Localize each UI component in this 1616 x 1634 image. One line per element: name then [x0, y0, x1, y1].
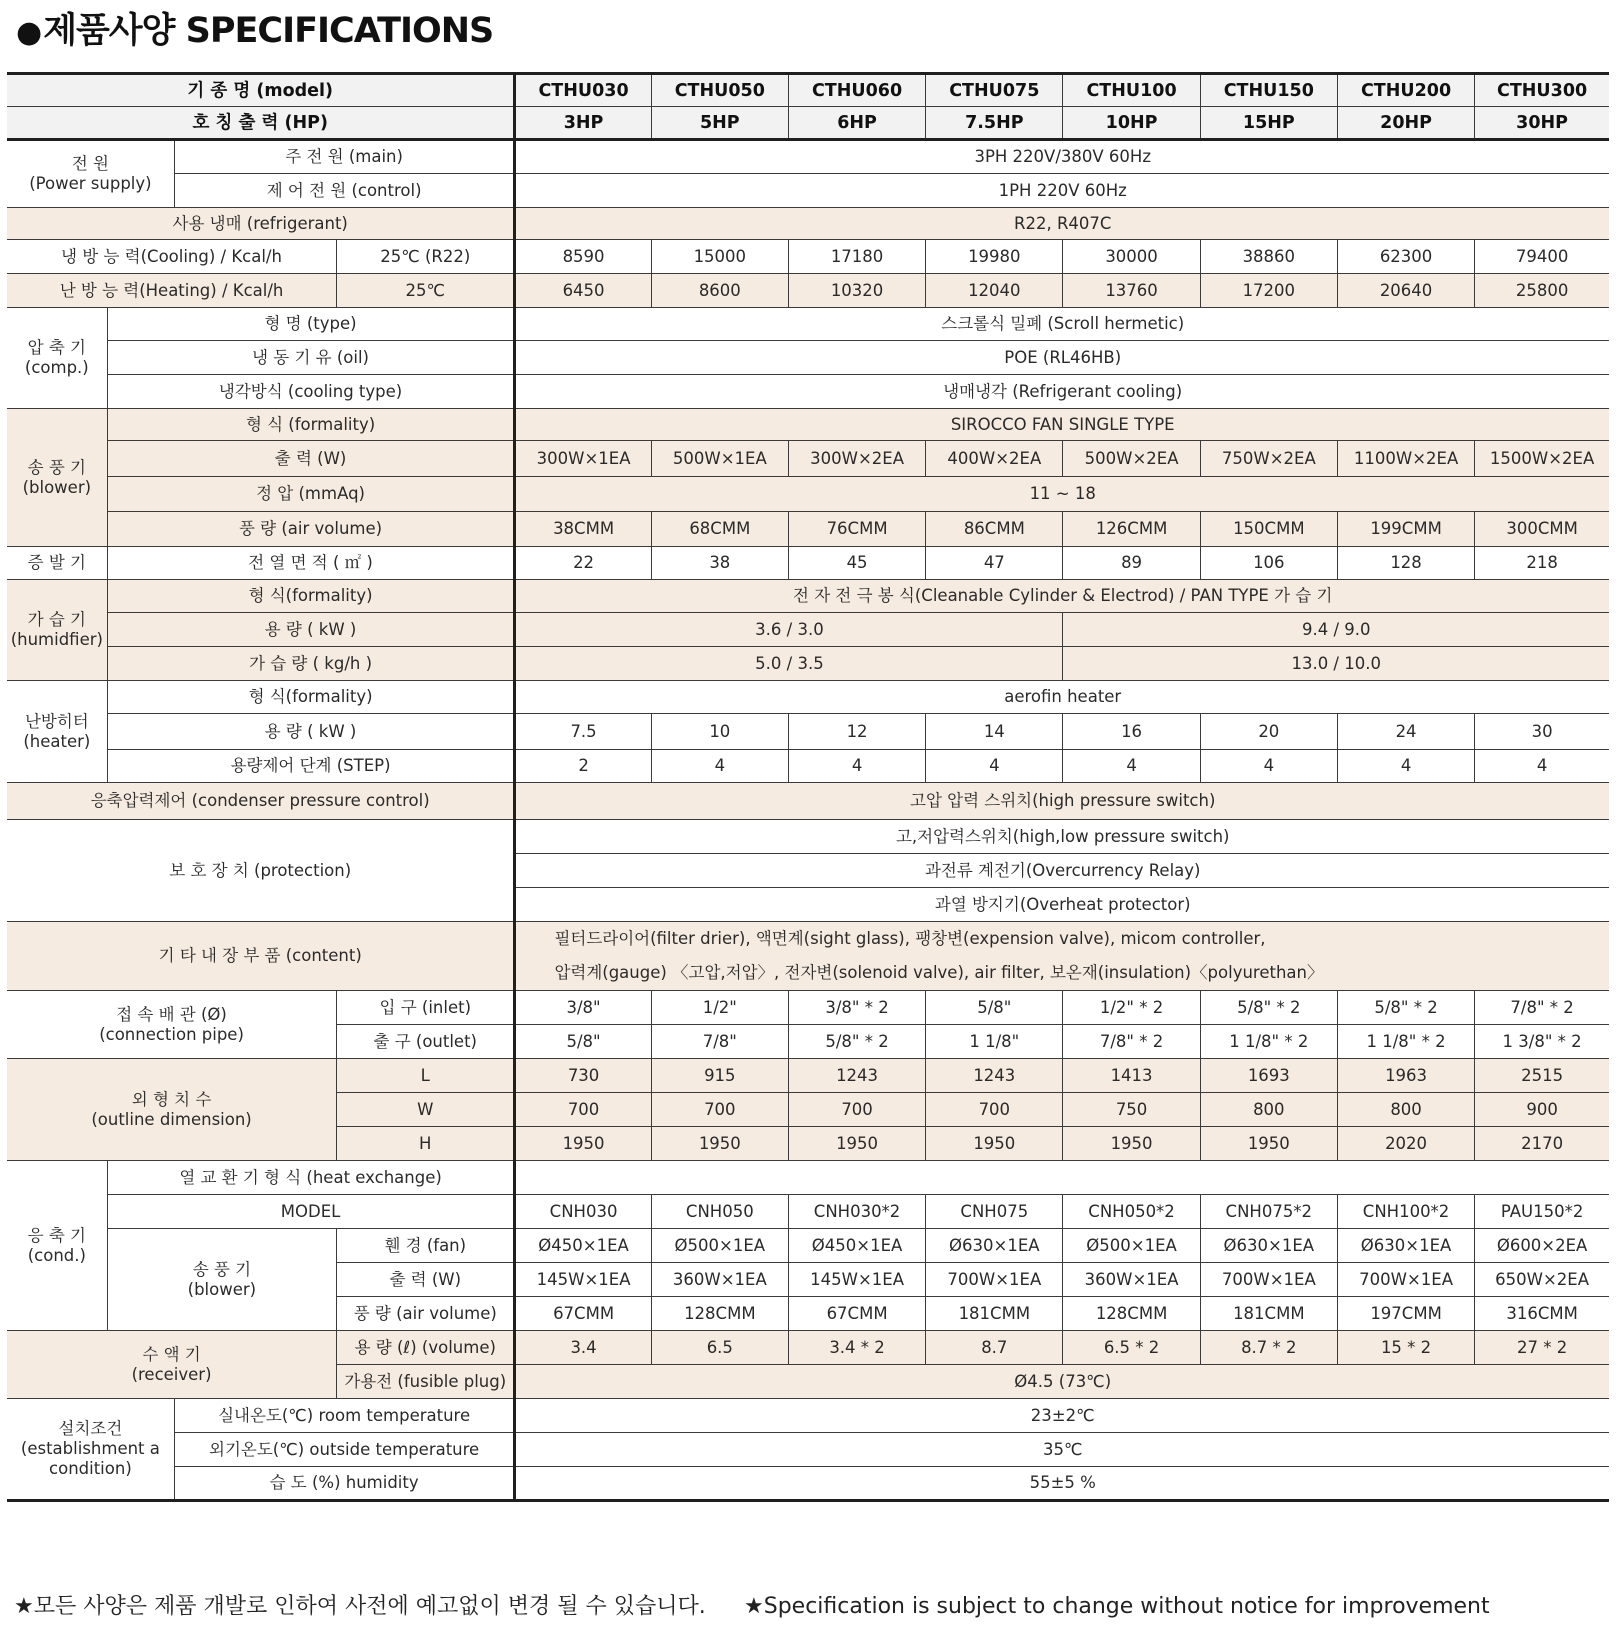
dimension-w-value: 800	[1200, 1093, 1337, 1127]
dimension-h-value: 1950	[926, 1127, 1063, 1161]
heater-capacity-label: 용 량 ( kW )	[107, 714, 515, 750]
model-cell: CTHU100	[1063, 74, 1200, 107]
refrigerant-value: R22, R407C	[515, 208, 1609, 240]
cond-air-value: 197CMM	[1337, 1297, 1474, 1331]
heating-value: 6450	[515, 274, 651, 308]
header-model-row	[7, 74, 1609, 107]
dimension-w-label: W	[337, 1093, 515, 1127]
dimension-l-value: 2515	[1475, 1059, 1609, 1093]
cond-model-value: PAU150*2	[1475, 1195, 1609, 1229]
cond-fan-value: Ø630×1EA	[926, 1229, 1063, 1263]
pipe-inlet-value: 3/8"	[515, 991, 651, 1025]
humidifier-formality-row	[7, 580, 1609, 613]
heater-capacity-value: 12	[788, 714, 925, 750]
heater-step-value: 4	[788, 750, 925, 783]
heater-step-value: 4	[651, 750, 788, 783]
heater-capacity-value: 30	[1475, 714, 1609, 750]
content-row	[7, 922, 1609, 991]
dimension-l-value: 1243	[788, 1059, 925, 1093]
cond-fan-value: Ø450×1EA	[515, 1229, 651, 1263]
blower-air-value: 76CMM	[788, 512, 925, 547]
humidifier-amount-label: 가 습 량 ( kg/h )	[107, 647, 515, 681]
cond-blower-label: 송 풍 기 (blower)	[107, 1229, 336, 1331]
hp-cell: 7.5HP	[926, 107, 1063, 140]
heater-capacity-row	[7, 714, 1609, 750]
dimension-w-value: 700	[651, 1093, 788, 1127]
humidifier-amount-b: 13.0 / 10.0	[1063, 647, 1609, 681]
cond-model-row	[7, 1195, 1609, 1229]
heater-formality-label: 형 식(formality)	[107, 681, 515, 714]
power-control-value: 1PH 220V 60Hz	[515, 174, 1609, 208]
content-label: 기 타 내 장 부 품 (content)	[7, 922, 515, 991]
blower-output-value: 1500W×2EA	[1475, 441, 1609, 477]
comp-type-label: 형 명 (type)	[107, 308, 515, 341]
install-humidity-value: 55±5 %	[515, 1467, 1609, 1501]
blower-air-value: 38CMM	[515, 512, 651, 547]
heater-step-value: 4	[1063, 750, 1200, 783]
heater-formality-value: aerofin heater	[515, 681, 1609, 714]
pipe-outlet-value: 1 3/8" * 2	[1475, 1025, 1609, 1059]
cond-fan-value: Ø630×1EA	[1337, 1229, 1474, 1263]
dimension-h-value: 2170	[1475, 1127, 1609, 1161]
footnote-korean: ★모든 사양은 제품 개발로 인하여 사전에 예고없이 변경 될 수 있습니다.	[14, 1594, 706, 1619]
install-room-row	[7, 1399, 1609, 1433]
model-cell: CTHU050	[651, 74, 788, 107]
install-outside-label: 외기온도(℃) outside temperature	[174, 1433, 515, 1467]
receiver-volume-label: 용 량 (ℓ) (volume)	[337, 1331, 515, 1365]
cooling-value: 17180	[788, 240, 925, 274]
receiver-volume-value: 3.4	[515, 1331, 651, 1365]
cond-fan-value: Ø630×1EA	[1200, 1229, 1337, 1263]
hp-cell: 10HP	[1063, 107, 1200, 140]
model-cell: CTHU030	[515, 74, 651, 107]
cond-model-label: MODEL	[107, 1195, 515, 1229]
heater-capacity-value: 10	[651, 714, 788, 750]
refrigerant-row	[7, 208, 1609, 240]
cooling-value: 79400	[1475, 240, 1609, 274]
blower-formality-label: 형 식 (formality)	[107, 409, 515, 441]
dimension-h-value: 1950	[515, 1127, 651, 1161]
cond-group-label: 응 축 기 (cond.)	[7, 1161, 107, 1331]
blower-air-value: 68CMM	[651, 512, 788, 547]
blower-air-value: 86CMM	[926, 512, 1063, 547]
evaporator-value: 38	[651, 547, 788, 580]
comp-type-value: 스크롤식 밀폐 (Scroll hermetic)	[515, 308, 1609, 341]
hp-cell: 5HP	[651, 107, 788, 140]
heater-step-label: 용량제어 단계 (STEP)	[107, 750, 515, 783]
cond-output-label: 출 력 (W)	[337, 1263, 515, 1297]
comp-cooling-value: 냉매냉각 (Refrigerant cooling)	[515, 375, 1609, 409]
footnote-english: ★Specification is subject to change without notice for improvement	[744, 1594, 1490, 1619]
cond-output-value: 360W×1EA	[651, 1263, 788, 1297]
humidifier-capacity-b: 9.4 / 9.0	[1063, 613, 1609, 647]
pipe-outlet-value: 5/8" * 2	[788, 1025, 925, 1059]
heating-value: 8600	[651, 274, 788, 308]
dimension-w-value: 750	[1063, 1093, 1200, 1127]
evaporator-value: 45	[788, 547, 925, 580]
install-room-label: 실내온도(℃) room temperature	[174, 1399, 515, 1433]
header-hp-row	[7, 107, 1609, 140]
dimension-w-value: 800	[1337, 1093, 1474, 1127]
evaporator-label: 전 열 면 적 ( ㎡ )	[107, 547, 515, 580]
cond-output-value: 700W×1EA	[1200, 1263, 1337, 1297]
humidifier-capacity-a: 3.6 / 3.0	[515, 613, 1063, 647]
cond-air-value: 181CMM	[926, 1297, 1063, 1331]
power-main-value: 3PH 220V/380V 60Hz	[515, 140, 1609, 174]
cond-model-value: CNH030*2	[788, 1195, 925, 1229]
evaporator-value: 128	[1337, 547, 1474, 580]
dimension-l-value: 730	[515, 1059, 651, 1093]
cond-fan-value: Ø600×2EA	[1475, 1229, 1609, 1263]
cooling-value: 38860	[1200, 240, 1337, 274]
comp-oil-row	[7, 341, 1609, 375]
dimension-w-value: 900	[1475, 1093, 1609, 1127]
install-humidity-label: 습 도 (%) humidity	[174, 1467, 515, 1501]
hp-cell: 30HP	[1475, 107, 1609, 140]
comp-oil-value: POE (RL46HB)	[515, 341, 1609, 375]
cond-output-value: 360W×1EA	[1063, 1263, 1200, 1297]
comp-oil-label: 냉 동 기 유 (oil)	[107, 341, 515, 375]
cond-model-value: CNH050*2	[1063, 1195, 1200, 1229]
cond-air-value: 181CMM	[1200, 1297, 1337, 1331]
cooling-value: 19980	[926, 240, 1063, 274]
heater-step-value: 4	[1337, 750, 1474, 783]
refrigerant-label: 사용 냉매 (refrigerant)	[7, 208, 515, 240]
heater-capacity-value: 16	[1063, 714, 1200, 750]
blower-pressure-row	[7, 477, 1609, 512]
cond-heat-row	[7, 1161, 1609, 1195]
blower-pressure-value: 11 ~ 18	[515, 477, 1609, 512]
blower-output-row	[7, 441, 1609, 477]
protection-value: 과열 방지기(Overheat protector)	[515, 888, 1609, 922]
heater-capacity-value: 7.5	[515, 714, 651, 750]
pipe-outlet-value: 1 1/8"	[926, 1025, 1063, 1059]
blower-group-label: 송 풍 기 (blower)	[7, 409, 107, 547]
comp-type-row	[7, 308, 1609, 341]
pipe-inlet-row	[7, 991, 1609, 1025]
blower-formality-row	[7, 409, 1609, 441]
install-outside-row	[7, 1433, 1609, 1467]
comp-group-label: 압 축 기 (comp.)	[7, 308, 107, 409]
dimension-h-value: 1950	[1200, 1127, 1337, 1161]
content-value	[515, 922, 1609, 991]
title-text: 제품사양 SPECIFICATIONS	[43, 11, 494, 51]
model-cell: CTHU300	[1475, 74, 1609, 107]
cond-fan-value: Ø450×1EA	[788, 1229, 925, 1263]
content-line-2: 압력계(gauge) 〈고압,저압〉, 전자변(solenoid valve), air filter, 보온재(insulation)〈polyurethan〉	[554, 963, 1324, 982]
heater-capacity-value: 20	[1200, 714, 1337, 750]
model-cell: CTHU075	[926, 74, 1063, 107]
condenser-pressure-label: 응축압력제어 (condenser pressure control)	[7, 783, 515, 820]
protection-value: 고,저압력스위치(high,low pressure switch)	[515, 820, 1609, 854]
dimension-h-value: 1950	[651, 1127, 788, 1161]
cond-model-value: CNH100*2	[1337, 1195, 1474, 1229]
hp-cell: 6HP	[788, 107, 925, 140]
evaporator-group-label: 증 발 기	[7, 547, 107, 580]
blower-formality-value: SIROCCO FAN SINGLE TYPE	[515, 409, 1609, 441]
heater-capacity-value: 14	[926, 714, 1063, 750]
evaporator-row	[7, 547, 1609, 580]
pipe-inlet-value: 5/8" * 2	[1200, 991, 1337, 1025]
cooling-value: 30000	[1063, 240, 1200, 274]
dimension-h-value: 1950	[788, 1127, 925, 1161]
condenser-pressure-value: 고압 압력 스위치(high pressure switch)	[515, 783, 1609, 820]
cond-model-value: CNH075	[926, 1195, 1063, 1229]
evaporator-value: 47	[926, 547, 1063, 580]
blower-output-value: 500W×1EA	[651, 441, 788, 477]
heating-value: 12040	[926, 274, 1063, 308]
hp-cell: 15HP	[1200, 107, 1337, 140]
cond-model-value: CNH030	[515, 1195, 651, 1229]
pipe-inlet-value: 5/8" * 2	[1337, 991, 1474, 1025]
pipe-outlet-value: 7/8" * 2	[1063, 1025, 1200, 1059]
blower-air-value: 199CMM	[1337, 512, 1474, 547]
cond-fan-row	[7, 1229, 1609, 1263]
cooling-condition: 25℃ (R22)	[337, 240, 515, 274]
receiver-plug-value: Ø4.5 (73℃)	[515, 1365, 1609, 1399]
blower-output-value: 500W×2EA	[1063, 441, 1200, 477]
cooling-label: 냉 방 능 력(Cooling) / Kcal/h	[7, 240, 337, 274]
heater-step-value: 4	[1475, 750, 1609, 783]
dimension-group-label: 외 형 치 수 (outline dimension)	[7, 1059, 337, 1161]
pipe-outlet-value: 5/8"	[515, 1025, 651, 1059]
cooling-value: 8590	[515, 240, 651, 274]
cond-air-value: 128CMM	[651, 1297, 788, 1331]
cond-output-value: 700W×1EA	[926, 1263, 1063, 1297]
receiver-volume-row	[7, 1331, 1609, 1365]
pipe-inlet-label: 입 구 (inlet)	[337, 991, 515, 1025]
heating-value: 10320	[788, 274, 925, 308]
heater-group-label: 난방히터 (heater)	[7, 681, 107, 783]
protection-row	[7, 820, 1609, 854]
dimension-h-value: 2020	[1337, 1127, 1474, 1161]
heater-step-value: 2	[515, 750, 651, 783]
heating-condition: 25℃	[337, 274, 515, 308]
pipe-inlet-value: 3/8" * 2	[788, 991, 925, 1025]
humidifier-capacity-row	[7, 613, 1609, 647]
receiver-volume-value: 6.5	[651, 1331, 788, 1365]
power-control-label: 제 어 전 원 (control)	[174, 174, 515, 208]
install-outside-value: 35℃	[515, 1433, 1609, 1467]
dimension-l-value: 1243	[926, 1059, 1063, 1093]
install-room-value: 23±2℃	[515, 1399, 1609, 1433]
pipe-inlet-value: 1/2" * 2	[1063, 991, 1200, 1025]
cond-output-value: 650W×2EA	[1475, 1263, 1609, 1297]
blower-air-value: 126CMM	[1063, 512, 1200, 547]
power-group-label: 전 원 (Power supply)	[7, 140, 174, 208]
protection-label: 보 호 장 치 (protection)	[7, 820, 515, 922]
heating-value: 13760	[1063, 274, 1200, 308]
cond-air-value: 67CMM	[515, 1297, 651, 1331]
dimension-l-value: 915	[651, 1059, 788, 1093]
dimension-w-value: 700	[515, 1093, 651, 1127]
power-control-row	[7, 174, 1609, 208]
evaporator-value: 218	[1475, 547, 1609, 580]
power-main-row	[7, 140, 1609, 174]
receiver-group-label: 수 액 기 (receiver)	[7, 1331, 337, 1399]
power-main-label: 주 전 원 (main)	[174, 140, 515, 174]
humidifier-formality-value: 전 자 전 극 봉 식(Cleanable Cylinder & Electrod) / PAN TYPE 가 습 기	[515, 580, 1609, 613]
receiver-volume-value: 15 * 2	[1337, 1331, 1474, 1365]
receiver-plug-label: 가용전 (fusible plug)	[337, 1365, 515, 1399]
pipe-outlet-label: 출 구 (outlet)	[337, 1025, 515, 1059]
receiver-volume-value: 3.4 * 2	[788, 1331, 925, 1365]
receiver-volume-value: 8.7	[926, 1331, 1063, 1365]
blower-air-value: 300CMM	[1475, 512, 1609, 547]
install-humidity-row	[7, 1467, 1609, 1501]
pipe-outlet-value: 7/8"	[651, 1025, 788, 1059]
humidifier-amount-row	[7, 647, 1609, 681]
cond-output-value: 700W×1EA	[1337, 1263, 1474, 1297]
cond-heat-value	[515, 1161, 1609, 1195]
blower-output-value: 1100W×2EA	[1337, 441, 1474, 477]
model-cell: CTHU060	[788, 74, 925, 107]
heater-capacity-value: 24	[1337, 714, 1474, 750]
humidifier-group-label: 가 습 기 (humidfier)	[7, 580, 107, 681]
evaporator-value: 106	[1200, 547, 1337, 580]
heater-step-value: 4	[926, 750, 1063, 783]
cond-output-value: 145W×1EA	[788, 1263, 925, 1297]
cond-model-value: CNH075*2	[1200, 1195, 1337, 1229]
evaporator-value: 22	[515, 547, 651, 580]
heater-formality-row	[7, 681, 1609, 714]
dimension-l-value: 1693	[1200, 1059, 1337, 1093]
pipe-inlet-value: 1/2"	[651, 991, 788, 1025]
dimension-h-label: H	[337, 1127, 515, 1161]
dimension-l-value: 1963	[1337, 1059, 1474, 1093]
heating-row	[7, 274, 1609, 308]
cond-fan-value: Ø500×1EA	[651, 1229, 788, 1263]
cond-air-value: 316CMM	[1475, 1297, 1609, 1331]
pipe-group-label: 접 속 배 관 (Ø) (connection pipe)	[7, 991, 337, 1059]
humidifier-formality-label: 형 식(formality)	[107, 580, 515, 613]
blower-air-row	[7, 512, 1609, 547]
hp-label: 호 칭 출 력 (HP)	[7, 107, 515, 140]
dimension-l-value: 1413	[1063, 1059, 1200, 1093]
blower-air-value: 150CMM	[1200, 512, 1337, 547]
blower-output-label: 출 력 (W)	[107, 441, 515, 477]
hp-cell: 3HP	[515, 107, 651, 140]
pipe-inlet-value: 5/8"	[926, 991, 1063, 1025]
dimension-w-value: 700	[788, 1093, 925, 1127]
condenser-pressure-row	[7, 783, 1609, 820]
model-cell: CTHU150	[1200, 74, 1337, 107]
receiver-volume-value: 27 * 2	[1475, 1331, 1609, 1365]
page-title	[16, 6, 493, 56]
heating-label: 난 방 능 력(Heating) / Kcal/h	[7, 274, 337, 308]
title-bullet: ●	[16, 15, 42, 50]
blower-output-value: 750W×2EA	[1200, 441, 1337, 477]
comp-cooling-row	[7, 375, 1609, 409]
receiver-volume-value: 6.5 * 2	[1063, 1331, 1200, 1365]
evaporator-value: 89	[1063, 547, 1200, 580]
blower-air-label: 풍 량 (air volume)	[107, 512, 515, 547]
dimension-h-value: 1950	[1063, 1127, 1200, 1161]
cond-air-label: 풍 량 (air volume)	[337, 1297, 515, 1331]
blower-output-value: 400W×2EA	[926, 441, 1063, 477]
cond-fan-label: 휀 경 (fan)	[337, 1229, 515, 1263]
heater-step-value: 4	[1200, 750, 1337, 783]
blower-output-value: 300W×2EA	[788, 441, 925, 477]
blower-pressure-label: 정 압 (mmAq)	[107, 477, 515, 512]
heating-value: 25800	[1475, 274, 1609, 308]
heating-value: 20640	[1337, 274, 1474, 308]
heating-value: 17200	[1200, 274, 1337, 308]
model-label: 기 종 명 (model)	[7, 74, 515, 107]
cond-fan-value: Ø500×1EA	[1063, 1229, 1200, 1263]
humidifier-amount-a: 5.0 / 3.5	[515, 647, 1063, 681]
install-group-label: 설치조건 (establishment a condition)	[7, 1399, 174, 1501]
pipe-inlet-value: 7/8" * 2	[1475, 991, 1609, 1025]
cooling-value: 62300	[1337, 240, 1474, 274]
dimension-l-label: L	[337, 1059, 515, 1093]
pipe-outlet-value: 1 1/8" * 2	[1337, 1025, 1474, 1059]
cooling-value: 15000	[651, 240, 788, 274]
protection-value: 과전류 계전기(Overcurrency Relay)	[515, 854, 1609, 888]
heater-step-row	[7, 750, 1609, 783]
dimension-w-value: 700	[926, 1093, 1063, 1127]
cond-air-value: 67CMM	[788, 1297, 925, 1331]
blower-output-value: 300W×1EA	[515, 441, 651, 477]
cond-heat-label: 열 교 환 기 형 식 (heat exchange)	[107, 1161, 515, 1195]
cooling-row	[7, 240, 1609, 274]
pipe-outlet-value: 1 1/8" * 2	[1200, 1025, 1337, 1059]
cond-output-value: 145W×1EA	[515, 1263, 651, 1297]
cond-air-value: 128CMM	[1063, 1297, 1200, 1331]
model-cell: CTHU200	[1337, 74, 1474, 107]
spec-table	[7, 72, 1609, 1502]
dimension-l-row	[7, 1059, 1609, 1093]
hp-cell: 20HP	[1337, 107, 1474, 140]
receiver-volume-value: 8.7 * 2	[1200, 1331, 1337, 1365]
content-line-1: 필터드라이어(filter drier), 액면계(sight glass), 팽창변(expension valve), micom controller,	[554, 929, 1266, 948]
comp-cooling-label: 냉각방식 (cooling type)	[107, 375, 515, 409]
humidifier-capacity-label: 용 량 ( kW )	[107, 613, 515, 647]
cond-model-value: CNH050	[651, 1195, 788, 1229]
